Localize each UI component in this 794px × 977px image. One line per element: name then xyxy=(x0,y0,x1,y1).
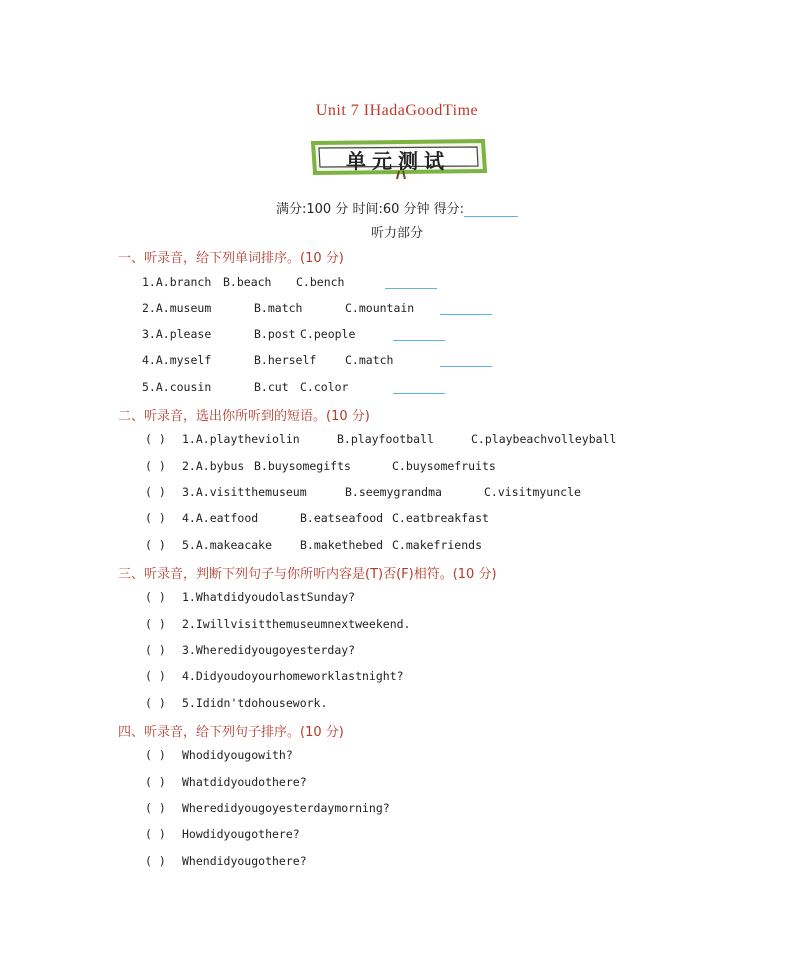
score-info-text: 满分:100 分 时间:60 分钟 得分: xyxy=(275,202,465,217)
s1-2-answer-blank[interactable] xyxy=(440,314,492,315)
s3-5-paren[interactable]: ( ) xyxy=(145,696,166,710)
section-3-heading: 三、听录音，判断下列句子与你所听内容是(T)否(F)相符。(10 分) xyxy=(118,567,497,582)
s1-1-option-b: B.beach xyxy=(223,275,272,289)
s4-4-paren[interactable]: ( ) xyxy=(145,827,166,841)
s1-1-option-c: C.bench xyxy=(296,275,345,289)
item-number: 4. xyxy=(142,353,156,367)
s2-3-option-c: C.visitmyuncle xyxy=(484,485,581,499)
s4-1-sentence: Whodidyougowith? xyxy=(182,748,293,762)
option-a: A.bybus xyxy=(195,459,245,473)
item-number: 5. xyxy=(182,538,196,552)
option-a: A.makeacake xyxy=(195,538,273,552)
s1-item-2 xyxy=(142,301,211,315)
s2-2-option-b: B.buysomegifts xyxy=(254,459,351,473)
s3-1-paren[interactable]: ( ) xyxy=(145,590,166,604)
s1-item-3 xyxy=(142,327,211,341)
s3-3-sentence: 3.Wheredidyougoyesterday? xyxy=(182,643,356,657)
s2-2-option-c: C.buysomefruits xyxy=(392,459,496,473)
s1-item-4 xyxy=(142,353,211,367)
s2-5-paren[interactable]: ( ) xyxy=(145,538,166,552)
s3-2-sentence: 2.Iwillvisitthemuseumnextweekend. xyxy=(182,617,411,631)
score-info xyxy=(0,198,794,217)
s2-3-option-b: B.seemygrandma xyxy=(345,485,442,499)
s1-5-answer-blank[interactable] xyxy=(393,393,445,394)
s3-2-paren[interactable]: ( ) xyxy=(145,617,166,631)
s3-3-paren[interactable]: ( ) xyxy=(145,643,166,657)
s1-4-option-b: B.herself xyxy=(254,353,317,367)
banner-label: 单元测试 xyxy=(346,149,450,173)
option-a: A.eatfood xyxy=(195,511,259,525)
s2-item-5 xyxy=(182,538,272,552)
s1-3-option-c: C.people xyxy=(300,327,356,341)
s3-4-sentence: 4.Didyoudoyourhomeworklastnight? xyxy=(182,669,404,683)
item-number: 5. xyxy=(142,380,156,394)
s2-1-option-c: C.playbeachvolleyball xyxy=(471,432,617,446)
section-1-heading: 一、听录音，给下列单词排序。(10 分) xyxy=(118,251,344,266)
s3-4-paren[interactable]: ( ) xyxy=(145,669,166,683)
item-number: 2. xyxy=(142,301,156,315)
s1-2-option-b: B.match xyxy=(254,301,303,315)
s2-item-3 xyxy=(182,485,307,499)
unit-test-banner xyxy=(307,139,489,179)
option-a: A.playtheviolin xyxy=(195,432,300,446)
item-number: 4. xyxy=(182,511,196,525)
s4-3-paren[interactable]: ( ) xyxy=(145,801,166,815)
s1-2-option-c: C.mountain xyxy=(345,301,415,315)
s2-item-4 xyxy=(182,511,258,525)
s2-4-option-b: B.eatseafood xyxy=(300,511,384,525)
s1-3-option-b: B.post xyxy=(254,327,296,341)
s3-5-sentence: 5.Ididn'tdohousework. xyxy=(182,696,328,710)
s4-5-paren[interactable]: ( ) xyxy=(145,854,166,868)
s4-2-sentence: Whatdidyoudothere? xyxy=(182,775,307,789)
s3-1-sentence: 1.WhatdidyoudolastSunday? xyxy=(182,590,356,604)
s1-1-answer-blank[interactable] xyxy=(385,288,437,289)
s2-4-paren[interactable]: ( ) xyxy=(145,511,166,525)
s2-5-option-c: C.makefriends xyxy=(392,538,483,552)
score-blank[interactable] xyxy=(464,204,518,217)
s4-4-sentence: Howdidyougothere? xyxy=(182,827,300,841)
s1-4-answer-blank[interactable] xyxy=(440,366,492,367)
listening-part-label: 听力部分 xyxy=(370,226,423,241)
option-a: A.visitthemuseum xyxy=(195,485,307,499)
unit-title: Unit 7 IHadaGoodTime xyxy=(315,102,479,119)
s2-item-2 xyxy=(182,459,244,473)
item-number: 1. xyxy=(142,275,156,289)
s1-item-5 xyxy=(142,380,211,394)
item-number: 2. xyxy=(182,459,196,473)
s1-5-option-b: B.cut xyxy=(254,380,289,394)
item-number: 1. xyxy=(182,432,196,446)
s2-1-option-b: B.playfootball xyxy=(337,432,434,446)
s2-item-1 xyxy=(182,432,300,446)
option-a: A.cousin xyxy=(155,380,212,394)
s1-3-answer-blank[interactable] xyxy=(393,340,445,341)
s4-3-sentence: Wheredidyougoyesterdaymorning? xyxy=(182,801,390,815)
s2-5-option-b: B.makethebed xyxy=(300,538,384,552)
s1-4-option-c: C.match xyxy=(345,353,394,367)
s4-1-paren[interactable]: ( ) xyxy=(145,748,166,762)
section-4-heading: 四、听录音，给下列句子排序。(10 分) xyxy=(118,725,344,740)
option-a: A.please xyxy=(155,327,212,341)
s4-5-sentence: Whendidyougothere? xyxy=(182,854,307,868)
s2-4-option-c: C.eatbreakfast xyxy=(392,511,489,525)
s4-2-paren[interactable]: ( ) xyxy=(145,775,166,789)
item-number: 3. xyxy=(182,485,196,499)
s2-3-paren[interactable]: ( ) xyxy=(145,485,166,499)
s2-2-paren[interactable]: ( ) xyxy=(145,459,166,473)
option-a: A.museum xyxy=(155,301,212,315)
s2-1-paren[interactable]: ( ) xyxy=(145,432,166,446)
option-a: A.myself xyxy=(155,353,212,367)
s1-item-1 xyxy=(142,275,211,289)
s1-5-option-c: C.color xyxy=(300,380,349,394)
item-number: 3. xyxy=(142,327,156,341)
option-a: A.branch xyxy=(155,275,212,289)
section-2-heading: 二、听录音，选出你所听到的短语。(10 分) xyxy=(118,409,370,424)
